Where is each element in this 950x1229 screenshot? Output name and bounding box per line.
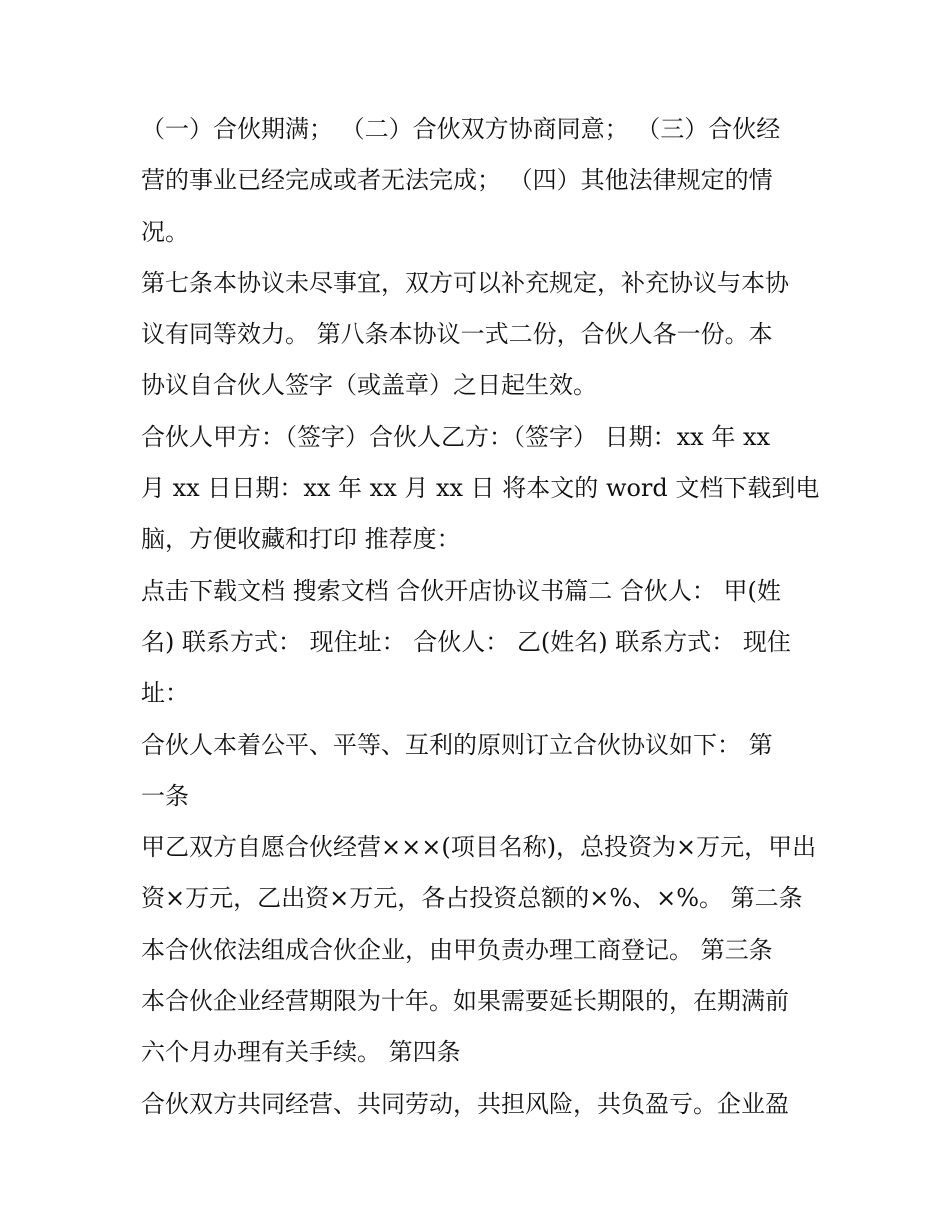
text-line: 一条 <box>141 781 189 810</box>
paragraph-agreement-intro <box>141 720 821 823</box>
text-line: 合伙人甲方：（签字）合伙人乙方：（签字） 日期：xx 年 xx <box>141 422 771 451</box>
paragraph-joint-operation <box>141 1079 821 1130</box>
text-line: 月 xx 日日期：xx 年 xx 月 xx 日 将本文的 word 文档下载到电 <box>141 474 820 503</box>
text-line: 协议自合伙人签字（或盖章）之日起生效。 <box>141 371 597 400</box>
text-line: 点击下载文档 搜索文档 合伙开店协议书篇二 合伙人： 甲(姓 <box>141 576 781 605</box>
text-line: 本合伙依法组成合伙企业，由甲负责办理工商登记。 第三条 <box>141 935 773 964</box>
text-line: 名) 联系方式： 现住址： 合伙人： 乙(姓名) 联系方式： 现住 <box>141 627 791 656</box>
text-line: 本合伙企业经营期限为十年。如果需要延长期限的，在期满前 <box>141 987 789 1016</box>
text-line: 况。 <box>141 217 189 246</box>
paragraph-articles-one-to-four <box>141 822 821 1078</box>
text-line: 第七条本协议未尽事宜，双方可以补充规定，补充协议与本协 <box>141 268 789 297</box>
paragraph-signatures <box>141 412 821 566</box>
paragraph-article-seven-eight <box>141 258 821 412</box>
text-line: （一）合伙期满； （二）合伙双方协商同意； （三）合伙经 <box>141 115 781 143</box>
text-line: 议有同等效力。 第八条本协议一式二份，合伙人各一份。本 <box>141 320 773 349</box>
text-line: 营的事业已经完成或者无法完成； （四）其他法律规定的情 <box>141 166 773 195</box>
text-line: 脑，方便收藏和打印 推荐度： <box>141 525 461 554</box>
paragraph-dissolution-conditions <box>141 104 821 258</box>
text-line: 六个月办理有关手续。 第四条 <box>141 1038 461 1067</box>
text-line: 甲乙双方自愿合伙经营×××(项目名称)，总投资为×万元，甲出 <box>141 833 817 862</box>
text-line: 址： <box>141 679 189 708</box>
paragraph-partners-info <box>141 566 821 720</box>
text-line: 资×万元，乙出资×万元，各占投资总额的×%、×%。 第二条 <box>141 884 803 913</box>
text-line: 合伙双方共同经营、共同劳动，共担风险，共负盈亏。企业盈 <box>141 1089 789 1118</box>
document-body <box>141 104 821 1130</box>
text-line: 合伙人本着公平、平等、互利的原则订立合伙协议如下： 第 <box>141 730 773 759</box>
